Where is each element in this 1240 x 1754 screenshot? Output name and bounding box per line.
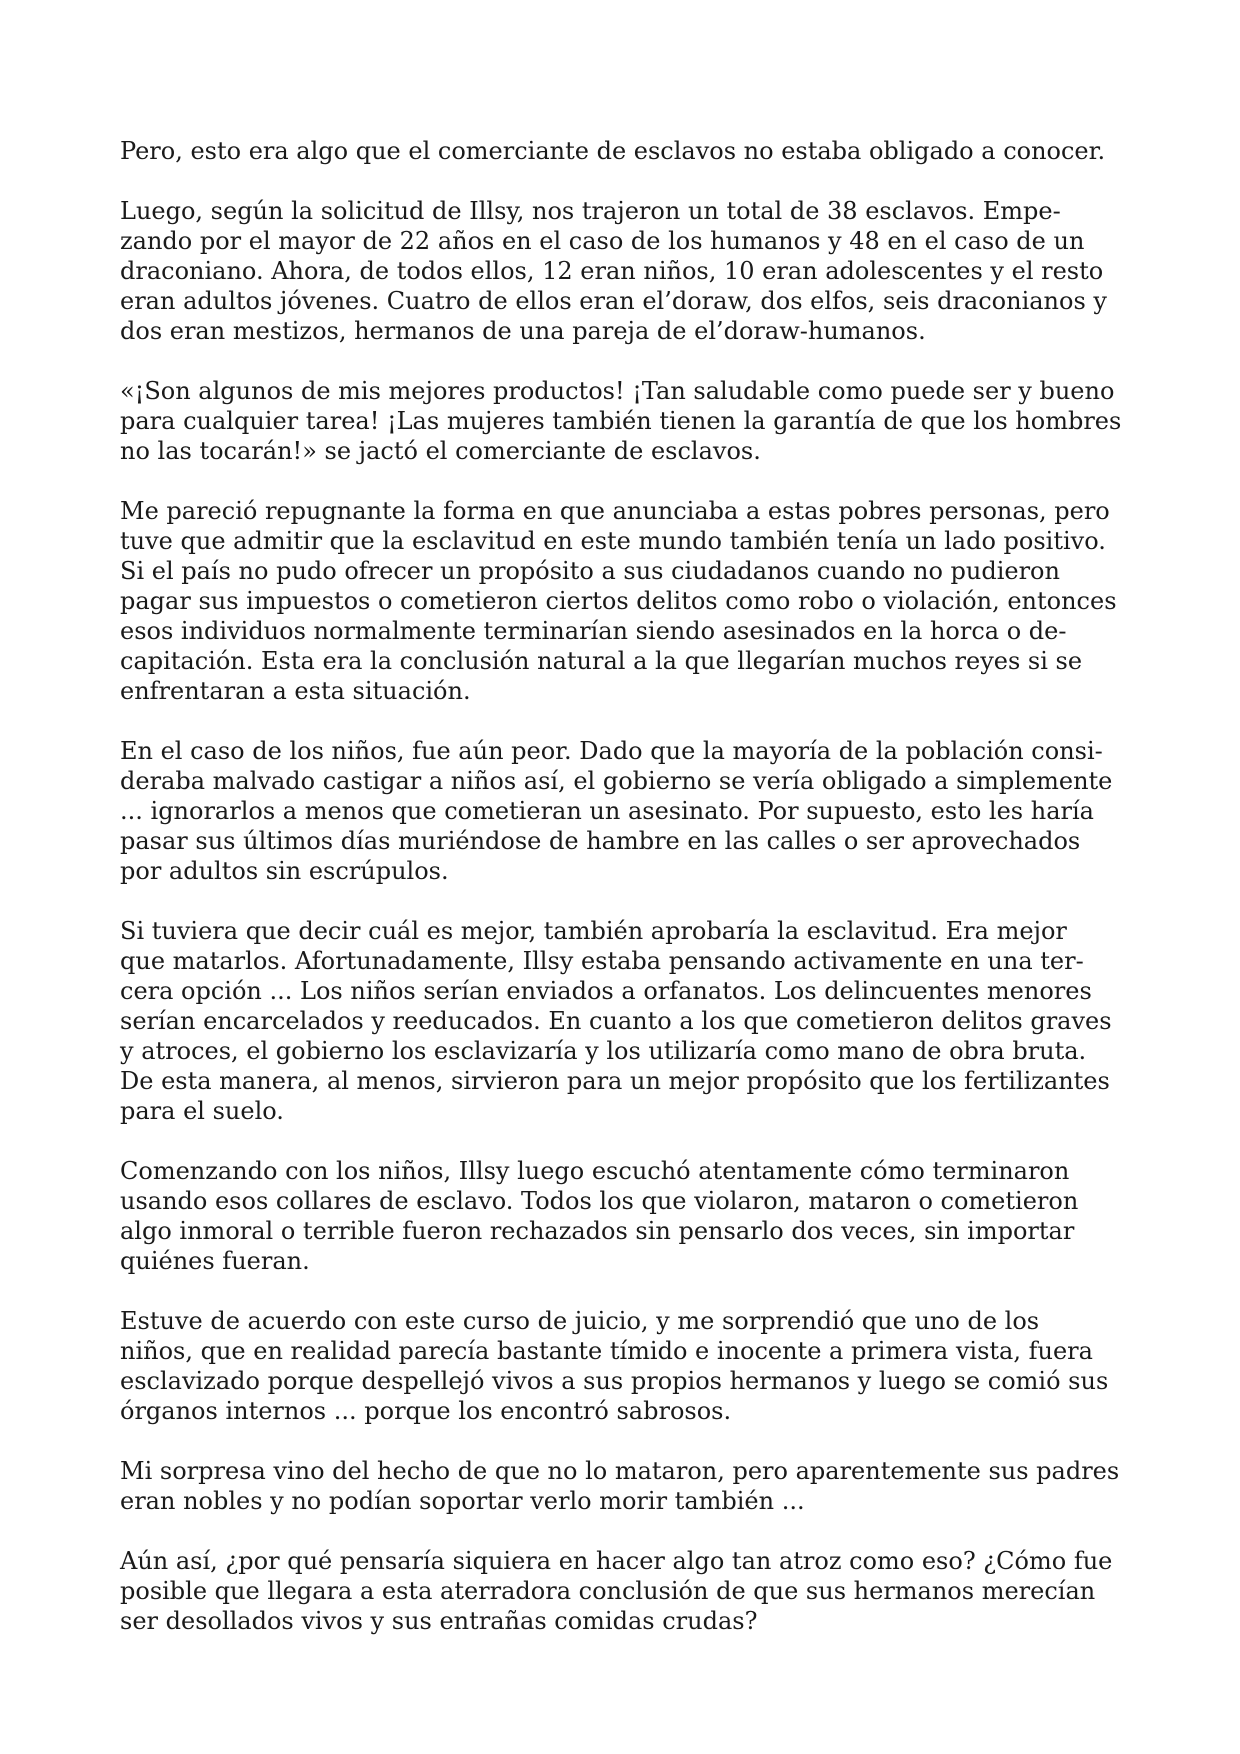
- paragraph: En el caso de los niños, fue aún peor. Dado que la mayoría de la población consi- deraba malvado castigar a niños así, el gobierno se vería obligado a simplemente ... ignorarlos a menos que cometieran un asesinato. Por supuesto, esto les haría pasar sus últimos días muriéndose de hambre en las calles o ser aprovechados por adultos sin escrúpulos.: [120, 737, 1113, 885]
- paragraph: Mi sorpresa vino del hecho de que no lo mataron, pero aparentemente sus padres eran nobles y no podían soportar verlo morir también ...: [120, 1457, 1120, 1515]
- paragraph: Estuve de acuerdo con este curso de juicio, y me sorprendió que uno de los niños, que en realidad parecía bastante tímido e inocente a primera vista, fuera esclavizado porque despellejó vivos a sus propios hermanos y luego se comió sus órganos internos ... porque los encontró sabrosos.: [120, 1307, 1109, 1425]
- paragraph: Me pareció repugnante la forma en que anunciaba a estas pobres personas, pero tuve que admitir que la esclavitud en este mundo también tenía un lado positivo. Si el país no pudo ofrecer un propósito a sus ciudadanos cuando no pudieron pagar sus impuestos o cometieron ciertos delitos como robo o violación, entonces esos individuos normalmente terminarían siendo asesinados en la horca o de- capitación. Esta era la conclusión natural a la que llegarían muchos reyes si se enfrentaran a esta situación.: [120, 497, 1117, 705]
- paragraph: Pero, esto era algo que el comerciante de esclavos no estaba obligado a conocer.: [120, 137, 1106, 165]
- paragraph: «¡Son algunos de mis mejores productos! ¡Tan saludable como puede ser y bueno para cualquier tarea! ¡Las mujeres también tienen la garantía de que los hombres no las tocarán!» se jactó el comerciante de esclavos.: [120, 377, 1122, 465]
- paragraph: Comenzando con los niños, Illsy luego escuchó atentamente cómo terminaron usando esos collares de esclavo. Todos los que violaron, mataron o cometieron algo inmoral o terrible fueron rechazados sin pensarlo dos veces, sin importar quiénes fueran.: [120, 1157, 1079, 1275]
- paragraph: Aún así, ¿por qué pensaría siquiera en hacer algo tan atroz como eso? ¿Cómo fue posible que llegara a esta aterradora conclusión de que sus hermanos merecían ser desollados vivos y sus entrañas comidas crudas?: [120, 1547, 1113, 1635]
- document-page: [120, 136, 1130, 1666]
- paragraph: Si tuviera que decir cuál es mejor, también aprobaría la esclavitud. Era mejor que matarlos. Afortunadamente, Illsy estaba pensando activamente en una ter- cera opción ... Los niños serían enviados a orfanatos. Los delincuentes menores serían encarcelados y reeducados. En cuanto a los que cometieron delitos graves y atroces, el gobierno los esclavizaría y los utilizaría como mano de obra bruta. De esta manera, al menos, sirvieron para un mejor propósito que los fertilizantes para el suelo.: [120, 917, 1112, 1125]
- paragraph: Luego, según la solicitud de Illsy, nos trajeron un total de 38 esclavos. Empe- zando por el mayor de 22 años en el caso de los humanos y 48 en el caso de un draconiano. Ahora, de todos ellos, 12 eran niños, 10 eran adolescentes y el resto eran adultos jóvenes. Cuatro de ellos eran el’doraw, dos elfos, seis draconianos y dos eran mestizos, hermanos de una pareja de el’doraw-humanos.: [120, 197, 1107, 345]
